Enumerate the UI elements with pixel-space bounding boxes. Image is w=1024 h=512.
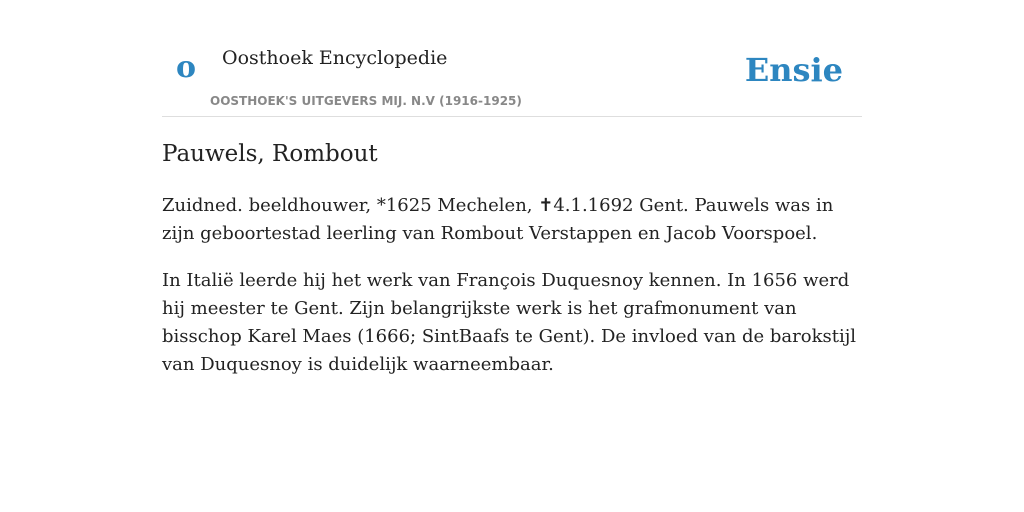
- site-header: [162, 0, 862, 117]
- article: [162, 136, 862, 379]
- ensie-brand-link[interactable]: Ensie: [744, 51, 843, 89]
- site-title-link[interactable]: Oosthoek Encyclopedie: [222, 47, 448, 69]
- article-title: Pauwels, Rombout: [162, 141, 378, 167]
- article-paragraph: Zuidned. beeldhouwer, *1625 Mechelen, ✝4.1.1692 Gent. Pauwels was in zijn geboortestad leerling van Rombout Verstappen en Jacob Voorspoel.: [162, 195, 834, 244]
- logo-icon[interactable]: o: [176, 50, 197, 85]
- article-paragraph: In Italië leerde hij het werk van François Duquesnoy kennen. In 1656 werd hij meester te Gent. Zijn belangrijkste werk is het grafmonument van bisschop Karel Maes (1666; SintBaafs te Gent). De invloed van de barokstijl van Duquesnoy is duidelijk waarneembaar.: [162, 270, 857, 375]
- publisher-subtitle: OOSTHOEK'S UITGEVERS MIJ. N.V (1916-1925): [210, 94, 522, 108]
